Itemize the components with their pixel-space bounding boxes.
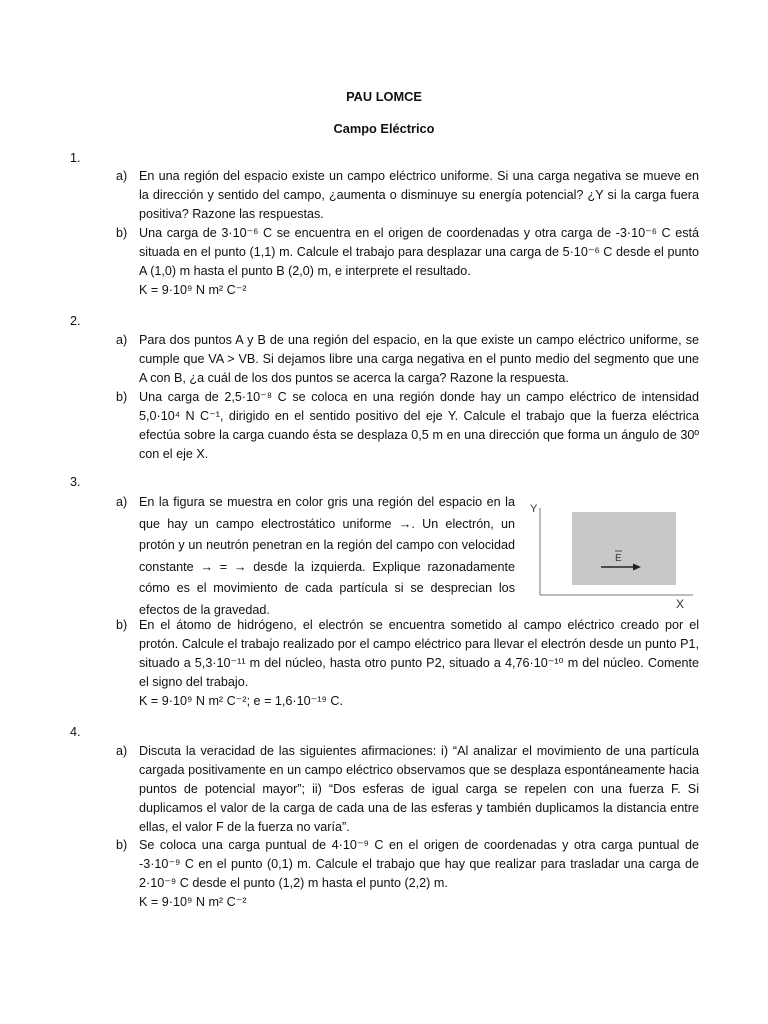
question-4a-label: a) xyxy=(116,744,128,758)
question-3a xyxy=(116,492,515,621)
question-1b-constant: K = 9·10⁹ N m² C⁻² xyxy=(139,283,247,297)
question-3b-text: En el átomo de hidrógeno, el electrón se encuentra sometido al campo eléctrico creado por el protón. Calcule el trabajo realizado por el campo eléctrico para llevar el electrón desde un punto P1, situado a 5,3·10⁻¹¹ m del núcleo, hasta otro punto P2, situado a 4,76·10⁻¹⁰ m del núcleo. Comente el signo del trabajo. xyxy=(139,618,699,689)
question-3b-constant: K = 9·10⁹ N m² C⁻²; e = 1,6·10⁻¹⁹ C. xyxy=(139,694,343,708)
question-1b-label: b) xyxy=(116,226,128,240)
question-4a-text: Discuta la veracidad de las siguientes afirmaciones: i) “Al analizar el movimiento de una partícula cargada positivamente en un campo eléctrico observamos que se desplaza espontáneamente hacia puntos de potencial mayor”; ii) “Dos esferas de igual carga se repelen con una fuerza F. Si duplicamos el valor de la carga de cada una de las esferas y también duplicamos la distancia entre ellas, el valor F de la fuerza no varía”. xyxy=(139,744,699,834)
question-1a-text: En una región del espacio existe un campo eléctrico uniforme. Si una carga negativa se mueve en la dirección y sentido del campo, ¿aumenta o disminuye su energía potencial? ¿Y si la carga fuera positiva? Razone las respuestas. xyxy=(139,169,699,221)
question-3b xyxy=(116,616,699,711)
question-4b xyxy=(116,836,699,912)
question-4b-text: Se coloca una carga puntual de 4·10⁻⁹ C en el origen de coordenadas y otra carga puntual de -3·10⁻⁹ C en el punto (0,1) m. Calcule el trabajo que hay que realizar para trasladar una carga de 2·10⁻⁹ C desde el punto (1,2) m hasta el punto (2,2) m. xyxy=(139,838,699,890)
question-2b-label: b) xyxy=(116,390,128,404)
question-1a-label: a) xyxy=(116,169,128,183)
y-axis-label: Y xyxy=(530,503,538,515)
question-3a-text: En la figura se muestra en color gris una región del espacio en la que hay un campo electrostático uniforme →. Un electrón, un protón y un neutrón penetran en la región del campo con velocidad constante → = → desde la izquierda. Explique razonadamente cómo es el movimiento de cada partícula si se desprecian los efectos de la gravedad. xyxy=(139,495,515,617)
question-2a-label: a) xyxy=(116,333,128,347)
document-subtitle: Campo Eléctrico xyxy=(333,121,435,136)
electric-field-figure xyxy=(527,496,703,614)
question-1b xyxy=(116,224,699,300)
question-3-number: 3. xyxy=(70,475,81,489)
question-4a xyxy=(116,742,699,837)
question-4-number: 4. xyxy=(70,725,81,739)
question-2-number: 2. xyxy=(70,314,81,328)
question-3a-label: a) xyxy=(116,495,128,509)
question-3b-label: b) xyxy=(116,618,128,632)
question-4b-constant: K = 9·10⁹ N m² C⁻² xyxy=(139,895,247,909)
x-axis-label: X xyxy=(676,597,685,611)
question-2b xyxy=(116,388,699,464)
question-1-number: 1. xyxy=(70,151,81,165)
question-4b-label: b) xyxy=(116,838,128,852)
question-2b-text: Una carga de 2,5·10⁻⁸ C se coloca en una región donde hay un campo eléctrico de intensidad 5,0·10⁴ N C⁻¹, dirigido en el sentido positivo del eje Y. Calcule el trabajo que la fuerza eléctrica efectúa sobre la carga cuando ésta se desplaza 0,5 m en una dirección que forma un ángulo de 30º con el eje X. xyxy=(139,390,699,461)
question-2a xyxy=(116,331,699,388)
question-1a xyxy=(116,167,699,224)
question-2a-text: Para dos puntos A y B de una región del espacio, en la que existe un campo eléctrico uniforme, se cumple que VA > VB. Si dejamos libre una carga negativa en el punto medio del segmento que une A con B, ¿a cuál de los dos puntos se acerca la carga? Razone la respuesta. xyxy=(139,333,699,385)
field-region xyxy=(572,512,676,585)
question-1b-text: Una carga de 3·10⁻⁶ C se encuentra en el origen de coordenadas y otra carga de -3·10⁻⁶ C está situada en el punto (1,1) m. Calcule el trabajo para desplazar una carga de 5·10⁻⁶ C desde el punto A (1,0) m hasta el punto B (2,0) m, e interprete el resultado. xyxy=(139,226,699,278)
field-vector-label: E xyxy=(615,553,622,564)
document-title: PAU LOMCE xyxy=(346,89,422,104)
